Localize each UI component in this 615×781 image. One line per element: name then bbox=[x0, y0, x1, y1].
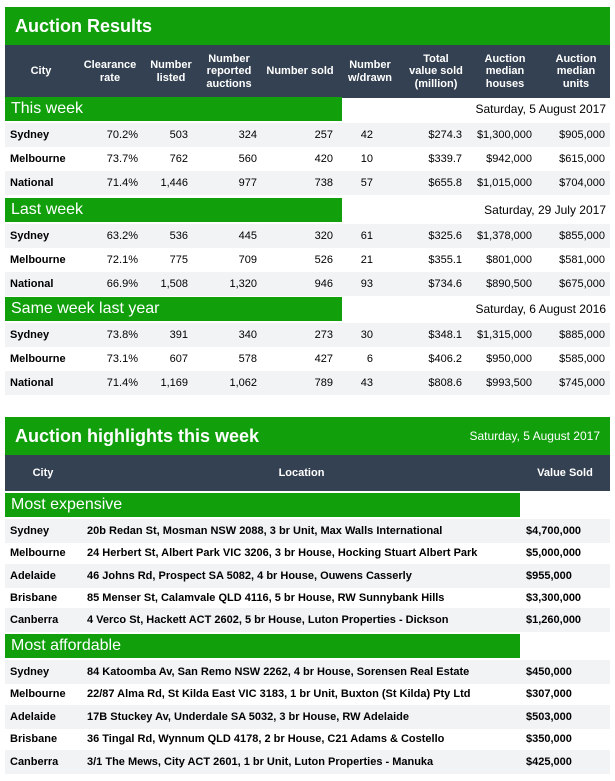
cell-city: Sydney bbox=[10, 230, 50, 242]
cell-reported: 1,320 bbox=[229, 278, 257, 290]
cell-reported: 977 bbox=[238, 177, 257, 189]
header-number-reported bbox=[199, 45, 259, 98]
section-most-affordable bbox=[5, 634, 610, 658]
auction-results-title: Auction Results bbox=[15, 16, 153, 36]
auction-results-title-bar bbox=[5, 7, 610, 45]
cell-withdrawn: 10 bbox=[360, 153, 373, 165]
cell-clearance: 71.4% bbox=[106, 177, 138, 189]
table-row bbox=[5, 519, 610, 543]
cell-median-houses: $890,500 bbox=[486, 278, 532, 290]
cell-value-sold: $955,000 bbox=[526, 570, 572, 582]
table-row bbox=[5, 123, 610, 147]
cell-total-value: $734.6 bbox=[428, 278, 462, 290]
table-row bbox=[5, 171, 610, 195]
cell-city: Canberra bbox=[10, 614, 59, 626]
cell-listed: 536 bbox=[169, 230, 188, 242]
cell-value-sold: $425,000 bbox=[526, 756, 572, 768]
table-row bbox=[5, 541, 610, 565]
header-city-label: City bbox=[30, 65, 52, 78]
cell-median-houses: $993,500 bbox=[486, 377, 532, 389]
header-total-value-label bbox=[409, 53, 463, 91]
cell-sold: 320 bbox=[314, 230, 333, 242]
table-row bbox=[5, 727, 610, 751]
table-row bbox=[5, 371, 610, 395]
cell-listed: 607 bbox=[169, 353, 188, 365]
cell-sold: 526 bbox=[314, 254, 333, 266]
cell-city: Sydney bbox=[10, 525, 50, 537]
cell-total-value: $355.1 bbox=[428, 254, 462, 266]
table-row bbox=[5, 564, 610, 588]
table-row bbox=[5, 248, 610, 272]
table-row bbox=[5, 272, 610, 296]
header-median-houses-label bbox=[485, 53, 526, 91]
header-median-units bbox=[543, 45, 609, 98]
cell-reported: 445 bbox=[238, 230, 257, 242]
cell-median-houses: $1,300,000 bbox=[476, 129, 532, 141]
cell-city: Melbourne bbox=[10, 547, 66, 559]
cell-listed: 1,169 bbox=[160, 377, 188, 389]
cell-value-sold: $4,700,000 bbox=[526, 525, 582, 537]
cell-reported: 560 bbox=[238, 153, 257, 165]
cell-sold: 257 bbox=[314, 129, 333, 141]
cell-city: Sydney bbox=[10, 129, 50, 141]
section-label: Most affordable bbox=[5, 634, 520, 658]
results-table-header bbox=[5, 45, 610, 98]
cell-value-sold: $307,000 bbox=[526, 688, 572, 700]
cell-location: 20b Redan St, Mosman NSW 2088, 3 br Unit, Max Walls International bbox=[87, 525, 443, 537]
cell-location: 4 Verco St, Hackett ACT 2602, 5 br House, Luton Properties - Dickson bbox=[87, 614, 449, 626]
cell-median-units: $885,000 bbox=[559, 329, 605, 341]
header-location: Location bbox=[278, 466, 325, 479]
cell-reported: 324 bbox=[238, 129, 257, 141]
section-label: Most expensive bbox=[5, 493, 520, 517]
auction-highlights-date: Saturday, 5 August 2017 bbox=[469, 429, 600, 443]
cell-median-units: $745,000 bbox=[559, 377, 605, 389]
auction-highlights-title: Auction highlights this week bbox=[15, 426, 260, 446]
section-date: Saturday, 5 August 2017 bbox=[475, 102, 606, 116]
header-number-listed bbox=[145, 45, 197, 98]
cell-city: Brisbane bbox=[10, 733, 58, 745]
header-line: Auction bbox=[484, 52, 526, 65]
cell-clearance: 71.4% bbox=[106, 377, 138, 389]
cell-median-houses: $1,378,000 bbox=[476, 230, 532, 242]
cell-withdrawn: 42 bbox=[360, 129, 373, 141]
table-row bbox=[5, 147, 610, 171]
section-this-week bbox=[5, 97, 610, 121]
cell-reported: 578 bbox=[238, 353, 257, 365]
header-number-sold bbox=[260, 45, 340, 98]
cell-city: Melbourne bbox=[10, 254, 66, 266]
section-label: Same week last year bbox=[5, 297, 342, 321]
cell-listed: 762 bbox=[169, 153, 188, 165]
cell-clearance: 63.2% bbox=[106, 230, 138, 242]
cell-total-value: $406.2 bbox=[428, 353, 462, 365]
header-number-sold-label: Number sold bbox=[266, 65, 334, 78]
cell-listed: 775 bbox=[169, 254, 188, 266]
cell-city: Adelaide bbox=[10, 711, 56, 723]
cell-listed: 1,446 bbox=[160, 177, 188, 189]
header-line: Number bbox=[208, 52, 250, 65]
cell-city: Brisbane bbox=[10, 592, 58, 604]
cell-sold: 946 bbox=[314, 278, 333, 290]
cell-location: 84 Katoomba Av, San Remo NSW 2262, 4 br House, Sorensen Real Estate bbox=[87, 666, 470, 678]
section-same-week-last-year bbox=[5, 297, 610, 321]
header-line: Clearance bbox=[83, 59, 137, 71]
header-line: median bbox=[485, 65, 525, 78]
cell-median-houses: $1,015,000 bbox=[476, 177, 532, 189]
cell-clearance: 70.2% bbox=[106, 129, 138, 141]
cell-city: Melbourne bbox=[10, 353, 66, 365]
cell-sold: 273 bbox=[314, 329, 333, 341]
cell-reported: 1,062 bbox=[229, 377, 257, 389]
cell-listed: 503 bbox=[169, 129, 188, 141]
cell-total-value: $655.8 bbox=[428, 177, 462, 189]
cell-median-houses: $950,000 bbox=[486, 353, 532, 365]
header-line: units bbox=[562, 77, 590, 90]
table-row bbox=[5, 347, 610, 371]
table-row bbox=[5, 660, 610, 684]
cell-median-units: $905,000 bbox=[559, 129, 605, 141]
header-line: rate bbox=[99, 71, 121, 84]
cell-reported: 340 bbox=[238, 329, 257, 341]
header-clearance-rate-label bbox=[84, 59, 137, 84]
cell-city: National bbox=[10, 177, 54, 189]
header-clearance-rate bbox=[77, 45, 143, 98]
header-line: Total bbox=[423, 52, 449, 65]
cell-value-sold: $3,300,000 bbox=[526, 592, 582, 604]
cell-sold: 789 bbox=[314, 377, 333, 389]
cell-location: 24 Herbert St, Albert Park VIC 3206, 3 br House, Hocking Stuart Albert Park bbox=[87, 547, 478, 559]
cell-withdrawn: 21 bbox=[360, 254, 373, 266]
section-date: Saturday, 29 July 2017 bbox=[484, 203, 606, 217]
cell-median-units: $675,000 bbox=[559, 278, 605, 290]
cell-location: 46 Johns Rd, Prospect SA 5082, 4 br House, Ouwens Casserly bbox=[87, 570, 412, 582]
cell-clearance: 73.1% bbox=[106, 353, 138, 365]
cell-median-units: $855,000 bbox=[559, 230, 605, 242]
cell-sold: 420 bbox=[314, 153, 333, 165]
cell-total-value: $274.3 bbox=[428, 129, 462, 141]
cell-value-sold: $503,000 bbox=[526, 711, 572, 723]
cell-city: Adelaide bbox=[10, 570, 56, 582]
table-row bbox=[5, 705, 610, 729]
cell-listed: 391 bbox=[169, 329, 188, 341]
cell-total-value: $808.6 bbox=[428, 377, 462, 389]
cell-total-value: $348.1 bbox=[428, 329, 462, 341]
header-number-reported-label bbox=[206, 53, 251, 91]
header-line: w/drawn bbox=[347, 71, 392, 84]
cell-city: Sydney bbox=[10, 666, 50, 678]
cell-location: 22/87 Alma Rd, St Kilda East VIC 3183, 1 br Unit, Buxton (St Kilda) Pty Ltd bbox=[87, 688, 471, 700]
table-row bbox=[5, 224, 610, 248]
header-line: houses bbox=[485, 77, 525, 90]
cell-withdrawn: 61 bbox=[360, 230, 373, 242]
cell-location: 85 Menser St, Calamvale QLD 4116, 5 br House, RW Sunnybank Hills bbox=[87, 592, 445, 604]
cell-location: 17B Stuckey Av, Underdale SA 5032, 3 br House, RW Adelaide bbox=[87, 711, 409, 723]
header-line: (million) bbox=[414, 77, 458, 90]
header-median-houses bbox=[473, 45, 537, 98]
cell-city: National bbox=[10, 377, 54, 389]
cell-withdrawn: 43 bbox=[360, 377, 373, 389]
cell-city: Sydney bbox=[10, 329, 50, 341]
cell-withdrawn: 93 bbox=[360, 278, 373, 290]
cell-clearance: 66.9% bbox=[106, 278, 138, 290]
cell-city: National bbox=[10, 278, 54, 290]
table-row bbox=[5, 682, 610, 706]
header-number-withdrawn-label bbox=[348, 59, 392, 84]
header-total-value bbox=[403, 45, 469, 98]
cell-clearance: 73.8% bbox=[106, 329, 138, 341]
cell-value-sold: $350,000 bbox=[526, 733, 572, 745]
cell-value-sold: $5,000,000 bbox=[526, 547, 582, 559]
cell-sold: 427 bbox=[314, 353, 333, 365]
table-row bbox=[5, 323, 610, 347]
cell-total-value: $325.6 bbox=[428, 230, 462, 242]
header-line: Auction bbox=[555, 52, 597, 65]
header-line: reported bbox=[206, 65, 252, 78]
table-row bbox=[5, 750, 610, 774]
header-number-listed-label bbox=[150, 59, 192, 84]
cell-sold: 738 bbox=[314, 177, 333, 189]
section-most-expensive bbox=[5, 493, 610, 517]
cell-city: Canberra bbox=[10, 756, 59, 768]
cell-value-sold: $1,260,000 bbox=[526, 614, 582, 626]
cell-median-houses: $942,000 bbox=[486, 153, 532, 165]
highlights-table-header bbox=[5, 455, 610, 491]
cell-median-units: $585,000 bbox=[559, 353, 605, 365]
cell-clearance: 73.7% bbox=[106, 153, 138, 165]
cell-value-sold: $450,000 bbox=[526, 666, 572, 678]
cell-city: Melbourne bbox=[10, 688, 66, 700]
cell-clearance: 72.1% bbox=[106, 254, 138, 266]
section-label: This week bbox=[5, 97, 342, 121]
cell-city: Melbourne bbox=[10, 153, 66, 165]
cell-median-houses: $801,000 bbox=[486, 254, 532, 266]
cell-location: 36 Tingal Rd, Wynnum QLD 4178, 2 br House, C21 Adams & Costello bbox=[87, 733, 445, 745]
section-date: Saturday, 6 August 2016 bbox=[475, 302, 606, 316]
cell-median-houses: $1,315,000 bbox=[476, 329, 532, 341]
table-row bbox=[5, 608, 610, 632]
header-value-sold: Value Sold bbox=[537, 466, 593, 479]
header-city: City bbox=[32, 466, 54, 479]
header-line: auctions bbox=[206, 77, 252, 90]
header-line: Number bbox=[150, 59, 192, 71]
section-label: Last week bbox=[5, 198, 342, 222]
table-row bbox=[5, 586, 610, 610]
cell-median-units: $581,000 bbox=[559, 254, 605, 266]
cell-median-units: $704,000 bbox=[559, 177, 605, 189]
cell-reported: 709 bbox=[238, 254, 257, 266]
header-number-withdrawn bbox=[341, 45, 399, 98]
section-last-week bbox=[5, 198, 610, 222]
auction-highlights-title-bar bbox=[5, 417, 610, 455]
header-median-units-label bbox=[556, 53, 597, 91]
cell-location: 3/1 The Mews, City ACT 2601, 1 br Unit, Luton Properties - Manuka bbox=[87, 756, 434, 768]
cell-withdrawn: 6 bbox=[366, 353, 373, 365]
header-line: median bbox=[556, 65, 596, 78]
header-line: value sold bbox=[409, 65, 463, 78]
header-line: listed bbox=[156, 71, 186, 84]
cell-total-value: $339.7 bbox=[428, 153, 462, 165]
cell-withdrawn: 30 bbox=[360, 329, 373, 341]
cell-withdrawn: 57 bbox=[360, 177, 373, 189]
header-line: Number bbox=[349, 59, 391, 71]
cell-median-units: $615,000 bbox=[559, 153, 605, 165]
header-city bbox=[5, 45, 77, 98]
cell-listed: 1,508 bbox=[160, 278, 188, 290]
